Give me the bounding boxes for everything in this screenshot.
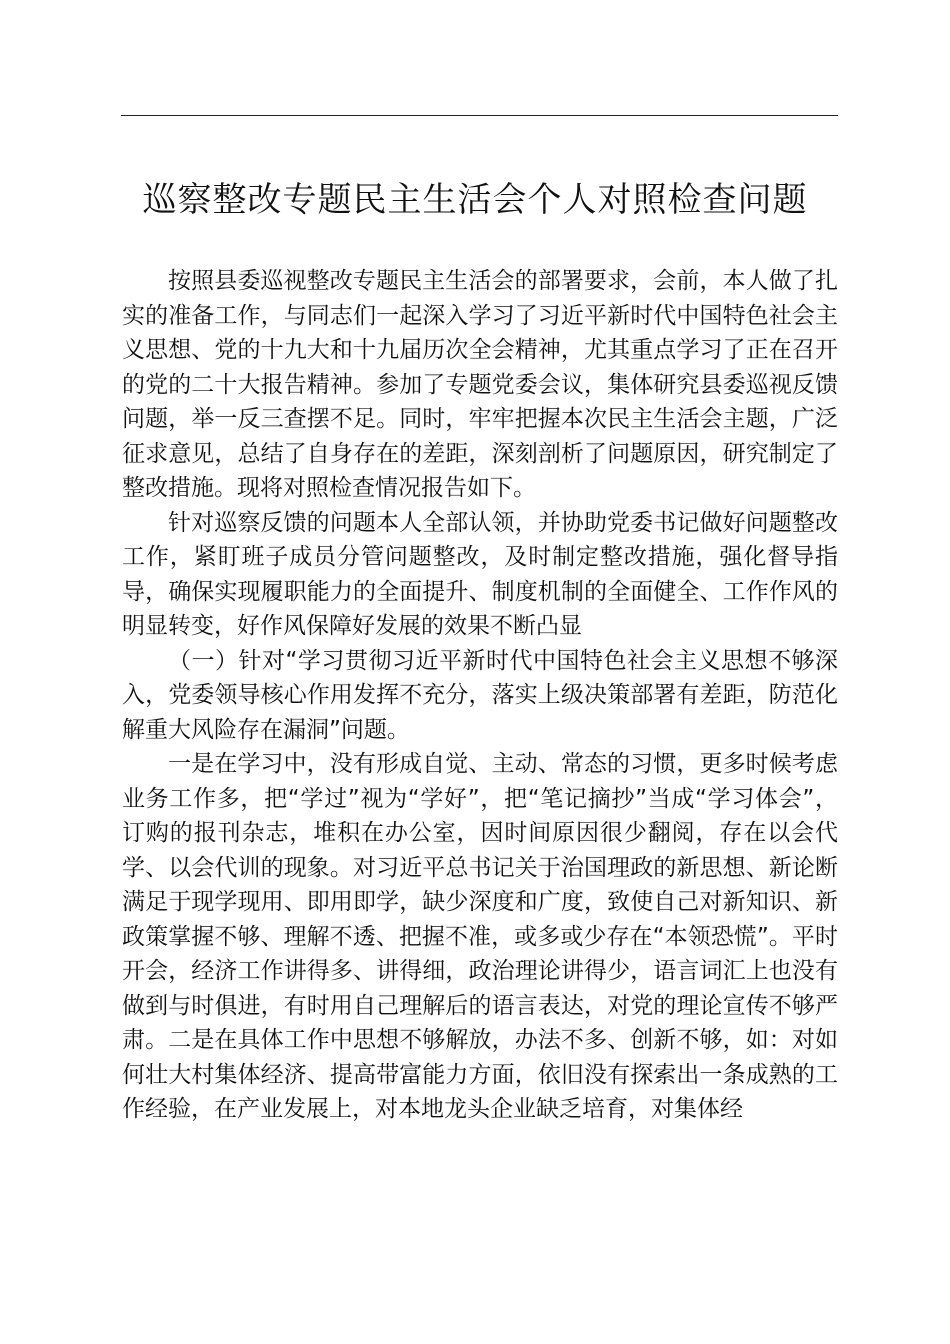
- paragraph-section-1-heading: （一）针对“学习贯彻习近平新时代中国特色社会主义思想不够深入，党委领导核心作用发挥不充分，落实上级决策部署有差距，防范化解重大风险存在漏洞”问题。: [122, 647, 838, 743]
- paragraph-section-1-body: 一是在学习中，没有形成自觉、主动、常态的习惯，更多时候考虑业务工作多，把“学过”视为“学好”，把“笔记摘抄”当成“学习体会”，订购的报刊杂志，堆积在办公室，因时间原因很少翻阅，存在以会代学、以会代训的现象。对习近平总书记关于治国理政的新思想、新论断满足于现学现用、即用即学，缺少深度和广度，致使自己对新知识、新政策掌握不够、理解不透、把握不准，或多或少存在“本领恐慌”。平时开会，经济工作讲得多、讲得细，政治理论讲得少，语言词汇上也没有做到与时俱进，有时用自己理解后的语言表达，对党的理论宣传不够严肃。二是在具体工作中思想不够解放，办法不多、创新不够，如：对如何壮大村集体经济、提高带富能力方面，依旧没有探索出一条成熟的工作经验，在产业发展上，对本地龙头企业缺乏培育，对集体经: [122, 751, 838, 1122]
- paragraph-intro: 按照县委巡视整改专题民主生活会的部署要求，会前，本人做了扎实的准备工作，与同志们一起深入学习了习近平新时代中国特色社会主义思想、党的十九大和十九届历次全会精神，尤其重点学习了正在召开的党的二十大报告精神。参加了专题党委会议，集体研究县委巡视反馈问题，举一反三查摆不足。同时，牢牢把握本次民主生活会主题，广泛征求意见，总结了自身存在的差距，深刻剖析了问题原因，研究制定了整改措施。现将对照检查情况报告如下。: [122, 268, 838, 501]
- paragraph-rectification: 针对巡察反馈的问题本人全部认领，并协助党委书记做好问题整改工作，紧盯班子成员分管问题整改，及时制定整改措施，强化督导指导，确保实现履职能力的全面提升、制度机制的全面健全、工作作风的明显转变，好作风保障好发展的效果不断凸显: [122, 509, 838, 639]
- document-title: 巡察整改专题民主生活会个人对照检查问题: [142, 180, 808, 220]
- document-body: [122, 264, 838, 1127]
- header-rule: [121, 115, 838, 116]
